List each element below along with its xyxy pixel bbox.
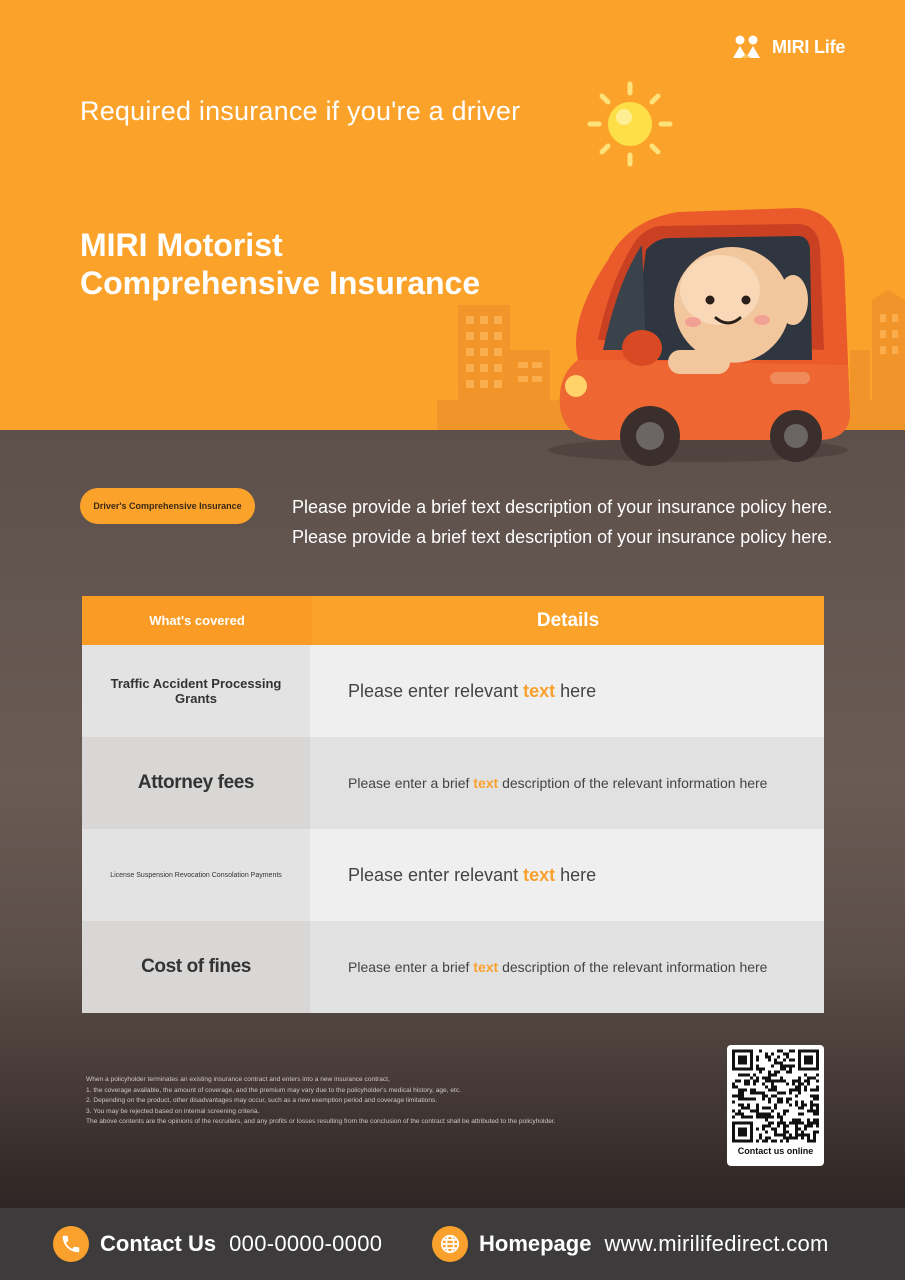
details-text: Please enter relevant bbox=[348, 864, 524, 885]
contact-us[interactable] bbox=[53, 1208, 382, 1280]
table-row bbox=[82, 921, 824, 1013]
covered-cell: Traffic Accident Processing Grants bbox=[82, 645, 310, 737]
details-text: Please enter a brief bbox=[348, 775, 474, 791]
header-whats-covered: What's covered bbox=[82, 596, 312, 645]
disclaimer bbox=[86, 1075, 706, 1128]
details-cell bbox=[310, 645, 824, 737]
contact-phone[interactable]: 000-0000-0000 bbox=[229, 1231, 383, 1256]
homepage-url[interactable]: www.mirilifedirect.com bbox=[604, 1231, 829, 1256]
intro-line: Please provide a brief text description of your insurance policy here. bbox=[292, 527, 833, 547]
brand-logo[interactable] bbox=[732, 34, 845, 60]
qr-label: Contact us online bbox=[737, 1146, 814, 1156]
sun-icon bbox=[586, 80, 674, 168]
table-row bbox=[82, 737, 824, 829]
details-highlight: text bbox=[473, 775, 499, 791]
details-text: description of the relevant information here bbox=[498, 959, 768, 975]
hero-title-line2: Comprehensive Insurance bbox=[80, 265, 481, 301]
logo-text: MIRI Life bbox=[772, 36, 846, 57]
table-header-row bbox=[82, 596, 824, 645]
details-text: Please enter a brief bbox=[348, 959, 474, 975]
disclaimer-line: 3. You may be rejected based on internal screening criteria. bbox=[86, 1107, 260, 1115]
hero-subtitle: Required insurance if you're a driver bbox=[80, 96, 521, 126]
details-cell bbox=[310, 737, 824, 829]
covered-cell: Cost of fines bbox=[82, 921, 310, 1013]
disclaimer-line: 1. the coverage available, the amount of coverage, and the premium may vary due to the policyholder's medical history, age, etc. bbox=[86, 1086, 461, 1094]
intro-description bbox=[292, 492, 852, 552]
globe-icon bbox=[432, 1226, 468, 1262]
disclaimer-line: When a policyholder terminates an existing insurance contract and enters into a new insurance contract, bbox=[86, 1076, 390, 1083]
phone-icon bbox=[53, 1226, 89, 1262]
details-highlight: text bbox=[473, 959, 499, 975]
covered-cell: Attorney fees bbox=[82, 737, 310, 829]
qr-code-card[interactable] bbox=[727, 1045, 824, 1166]
qr-code-icon bbox=[732, 1049, 819, 1143]
details-highlight: text bbox=[523, 864, 556, 885]
product-badge: Driver's Comprehensive Insurance bbox=[80, 488, 255, 524]
details-text: Please enter relevant bbox=[348, 680, 524, 701]
table-row bbox=[82, 829, 824, 921]
car-illustration bbox=[548, 200, 858, 475]
hero-title bbox=[80, 226, 480, 302]
details-cell bbox=[310, 921, 824, 1013]
disclaimer-line: 2. Depending on the product, other disadvantages may occur, such as a new exemption period and coverage limitations. bbox=[86, 1097, 438, 1104]
coverage-table bbox=[82, 596, 824, 1013]
footer bbox=[0, 1208, 905, 1280]
disclaimer-line: The above contents are the opinions of the recruiters, and any profits or losses resulting from the conclusion of the contract shall be attributed to the policyholder. bbox=[86, 1118, 556, 1125]
people-logo-icon bbox=[732, 34, 766, 60]
homepage[interactable] bbox=[432, 1208, 829, 1280]
details-text: here bbox=[555, 864, 597, 885]
details-highlight: text bbox=[523, 680, 556, 701]
hero-title-line1: MIRI Motorist bbox=[80, 227, 283, 263]
details-text: here bbox=[555, 680, 597, 701]
homepage-label: Homepage bbox=[479, 1231, 592, 1256]
covered-cell: License Suspension Revocation Consolation Payments bbox=[82, 829, 310, 921]
header-details: Details bbox=[312, 596, 824, 645]
details-text: description of the relevant information here bbox=[498, 775, 768, 791]
contact-label: Contact Us bbox=[100, 1231, 217, 1256]
intro-line: Please provide a brief text description of your insurance policy here. bbox=[292, 497, 833, 517]
table-row bbox=[82, 645, 824, 737]
details-cell bbox=[310, 829, 824, 921]
